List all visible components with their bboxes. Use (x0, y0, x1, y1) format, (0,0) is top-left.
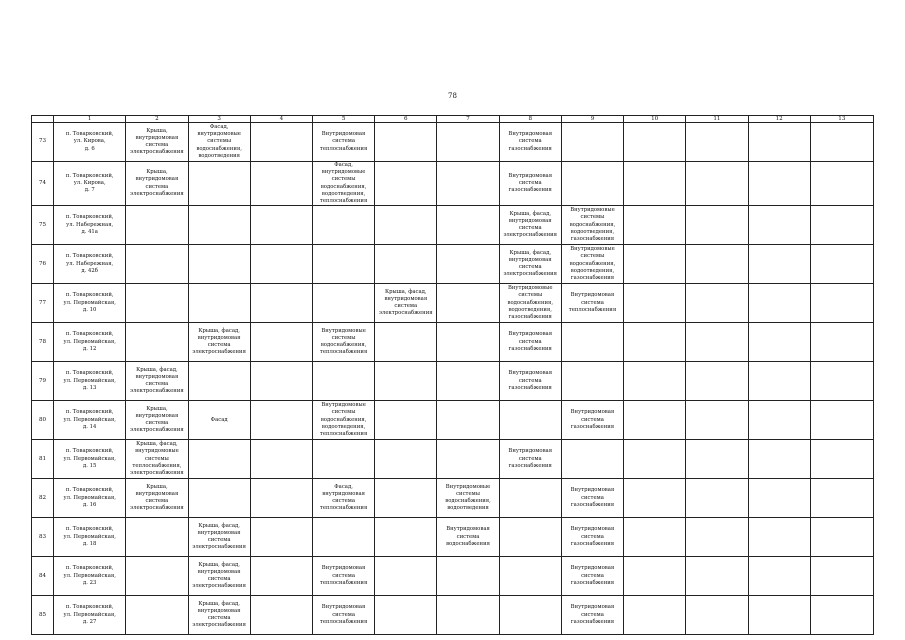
row-number-cell: 75 (32, 206, 54, 245)
work-cell: Фасад, внутридомовая система теплоснабжения (312, 479, 374, 518)
work-cell (437, 596, 499, 635)
work-cell (499, 557, 561, 596)
work-cell: Внутридомовая система теплоснабжения (312, 123, 374, 162)
work-cell (437, 362, 499, 401)
work-cell (250, 440, 312, 479)
work-cell (561, 362, 623, 401)
work-cell (375, 596, 437, 635)
table-row (32, 440, 874, 479)
address-cell: п. Товарковский, ул. Кирова, д. 7 (54, 162, 126, 206)
work-cell (748, 362, 810, 401)
work-cell (437, 162, 499, 206)
work-cell (748, 596, 810, 635)
repair-schedule-table (31, 115, 874, 635)
table-row (32, 206, 874, 245)
work-cell (250, 401, 312, 440)
work-cell (375, 440, 437, 479)
work-cell: Внутридомовая система газоснабжения (561, 557, 623, 596)
work-cell (810, 206, 873, 245)
row-number-cell: 82 (32, 479, 54, 518)
work-cell (561, 123, 623, 162)
column-number-header: 8 (499, 116, 561, 123)
work-cell: Крыша, фасад, внутридомовая система электроснабжения (188, 518, 250, 557)
work-cell (250, 323, 312, 362)
address-cell: п. Товарковский, ул. Первомайская, д. 18 (54, 518, 126, 557)
work-cell (624, 362, 686, 401)
work-cell (437, 557, 499, 596)
work-cell (375, 245, 437, 284)
work-cell (437, 123, 499, 162)
work-cell (188, 362, 250, 401)
work-cell (250, 479, 312, 518)
work-cell (686, 284, 748, 323)
work-cell: Внутридомовая система газоснабжения (561, 518, 623, 557)
row-number-cell: 81 (32, 440, 54, 479)
work-cell: Крыша, внутридомовая система электроснабжения (126, 123, 188, 162)
work-cell (499, 596, 561, 635)
column-number-header: 10 (624, 116, 686, 123)
work-cell (686, 323, 748, 362)
work-cell (375, 123, 437, 162)
column-number-header: 3 (188, 116, 250, 123)
page-number: 78 (448, 92, 457, 100)
work-cell (748, 323, 810, 362)
work-cell (748, 206, 810, 245)
work-cell (375, 206, 437, 245)
work-cell (561, 323, 623, 362)
work-cell (748, 284, 810, 323)
work-cell (250, 206, 312, 245)
work-cell (250, 123, 312, 162)
work-cell (748, 123, 810, 162)
table-row (32, 401, 874, 440)
table-row (32, 284, 874, 323)
work-cell: Крыша, фасад, внутридомовая система электроснабжения (499, 245, 561, 284)
work-cell (810, 323, 873, 362)
work-cell (499, 518, 561, 557)
work-cell (188, 206, 250, 245)
address-cell: п. Товарковский, ул. Набережная, д. 42б (54, 245, 126, 284)
work-cell: Крыша, фасад, внутридомовая система электроснабжения (188, 323, 250, 362)
work-cell (188, 245, 250, 284)
work-cell: Крыша, внутридомовая система электроснабжения (126, 401, 188, 440)
work-cell (624, 557, 686, 596)
column-number-header: 1 (54, 116, 126, 123)
work-cell (250, 162, 312, 206)
work-cell (686, 362, 748, 401)
work-cell: Внутридомовая система теплоснабжения (312, 557, 374, 596)
work-cell: Внутридомовая система газоснабжения (561, 401, 623, 440)
row-number-cell: 83 (32, 518, 54, 557)
work-cell (437, 440, 499, 479)
work-cell (375, 323, 437, 362)
work-cell: Внутридомовая система газоснабжения (499, 440, 561, 479)
work-cell (686, 123, 748, 162)
address-cell: п. Товарковский, ул. Первомайская, д. 15 (54, 440, 126, 479)
work-cell (312, 206, 374, 245)
table-row (32, 245, 874, 284)
work-cell (686, 401, 748, 440)
work-cell (499, 401, 561, 440)
work-cell (126, 206, 188, 245)
work-cell (810, 362, 873, 401)
work-cell (686, 206, 748, 245)
work-cell: Внутридомовая система газоснабжения (561, 596, 623, 635)
address-cell: п. Товарковский, ул. Набережная, д. 41а (54, 206, 126, 245)
work-cell: Внутридомовая система газоснабжения (499, 362, 561, 401)
table-row (32, 123, 874, 162)
work-cell (375, 162, 437, 206)
work-cell: Внутридомовые системы водоснабжения, водоотведения, газоснабжения (499, 284, 561, 323)
column-number-row (32, 116, 874, 123)
work-cell: Внутридомовые системы водоснабжения, теплоснабжения (312, 323, 374, 362)
work-cell: Крыша, внутридомовая система электроснабжения (126, 479, 188, 518)
work-cell (624, 245, 686, 284)
work-cell: Внутридомовая система газоснабжения (499, 323, 561, 362)
column-number-header: 2 (126, 116, 188, 123)
work-cell (437, 206, 499, 245)
work-cell (624, 162, 686, 206)
work-cell (748, 162, 810, 206)
work-cell (312, 440, 374, 479)
work-cell (126, 518, 188, 557)
work-cell (624, 123, 686, 162)
work-cell (126, 284, 188, 323)
work-cell (748, 245, 810, 284)
work-cell (375, 518, 437, 557)
table-row (32, 162, 874, 206)
table-row (32, 518, 874, 557)
work-cell (126, 245, 188, 284)
work-cell (624, 479, 686, 518)
work-cell (810, 401, 873, 440)
work-cell (250, 362, 312, 401)
row-number-cell: 74 (32, 162, 54, 206)
work-cell (810, 518, 873, 557)
work-cell (624, 440, 686, 479)
work-cell (375, 401, 437, 440)
work-cell (624, 596, 686, 635)
work-cell (810, 440, 873, 479)
column-number-header: 4 (250, 116, 312, 123)
address-cell: п. Товарковский, ул. Первомайская, д. 14 (54, 401, 126, 440)
work-cell (810, 596, 873, 635)
address-cell: п. Товарковский, ул. Первомайская, д. 13 (54, 362, 126, 401)
work-cell (375, 557, 437, 596)
column-number-header: 6 (375, 116, 437, 123)
work-cell: Внутридомовые системы водоснабжения, водоотведения, газоснабжения (561, 206, 623, 245)
work-cell: Крыша, фасад, внутридомовая система электроснабжения (375, 284, 437, 323)
work-cell (624, 323, 686, 362)
work-cell (188, 162, 250, 206)
work-cell (748, 401, 810, 440)
work-cell (686, 440, 748, 479)
column-number-header: 5 (312, 116, 374, 123)
address-cell: п. Товарковский, ул. Кирова, д. 6 (54, 123, 126, 162)
work-cell: Внутридомовая система газоснабжения (499, 162, 561, 206)
work-cell (624, 284, 686, 323)
work-cell: Внутридомовая система теплоснабжения (312, 596, 374, 635)
work-cell (312, 518, 374, 557)
work-cell (250, 596, 312, 635)
table-row (32, 557, 874, 596)
row-number-cell: 78 (32, 323, 54, 362)
work-cell (312, 284, 374, 323)
row-number-cell: 77 (32, 284, 54, 323)
work-cell: Фасад, внутридомовые системы водоснабжения, водоотведения, теплоснабжения (312, 162, 374, 206)
work-cell (499, 479, 561, 518)
work-cell: Внутридомовые системы водоснабжения, водоотведения, газоснабжения (561, 245, 623, 284)
address-cell: п. Товарковский, ул. Первомайская, д. 27 (54, 596, 126, 635)
column-number-header: 9 (561, 116, 623, 123)
work-cell: Внутридомовая система газоснабжения (561, 479, 623, 518)
work-cell (250, 245, 312, 284)
work-cell: Крыша, фасад, внутридомовые системы теплоснабжения, электроснабжения (126, 440, 188, 479)
table-row (32, 479, 874, 518)
column-number-header: 13 (810, 116, 873, 123)
work-cell (561, 162, 623, 206)
work-cell: Крыша, фасад, внутридомовая система электроснабжения (126, 362, 188, 401)
column-number-header: 11 (686, 116, 748, 123)
table-row (32, 596, 874, 635)
row-number-cell: 85 (32, 596, 54, 635)
work-cell (686, 479, 748, 518)
work-cell (126, 557, 188, 596)
work-cell: Крыша, фасад, внутридомовая система электроснабжения (188, 596, 250, 635)
row-number-cell: 76 (32, 245, 54, 284)
work-cell (748, 518, 810, 557)
header-corner-cell (32, 116, 54, 123)
address-cell: п. Товарковский, ул. Первомайская, д. 12 (54, 323, 126, 362)
work-cell (624, 206, 686, 245)
table-row (32, 323, 874, 362)
work-cell: Внутридомовые системы водоснабжения, водоотведения, теплоснабжения (312, 401, 374, 440)
row-number-cell: 84 (32, 557, 54, 596)
work-cell (250, 518, 312, 557)
work-cell (312, 362, 374, 401)
work-cell (686, 596, 748, 635)
row-number-cell: 73 (32, 123, 54, 162)
work-cell (748, 557, 810, 596)
work-cell (810, 557, 873, 596)
work-cell (188, 284, 250, 323)
work-cell (250, 284, 312, 323)
work-cell (188, 440, 250, 479)
row-number-cell: 79 (32, 362, 54, 401)
work-cell: Внутридомовые системы водоснабжения, водоотведения (437, 479, 499, 518)
column-number-header: 7 (437, 116, 499, 123)
work-cell: Фасад, внутридомовые системы водоснабжения, водоотведения (188, 123, 250, 162)
work-cell (375, 362, 437, 401)
work-cell (748, 440, 810, 479)
row-number-cell: 80 (32, 401, 54, 440)
work-cell (810, 284, 873, 323)
address-cell: п. Товарковский, ул. Первомайская, д. 23 (54, 557, 126, 596)
work-cell (437, 401, 499, 440)
column-number-header: 12 (748, 116, 810, 123)
work-cell (126, 323, 188, 362)
work-cell (810, 123, 873, 162)
work-cell (250, 557, 312, 596)
work-cell: Внутридомовая система водоснабжения (437, 518, 499, 557)
work-cell (686, 162, 748, 206)
work-cell (126, 596, 188, 635)
work-cell (375, 479, 437, 518)
work-cell: Фасад (188, 401, 250, 440)
work-cell (188, 479, 250, 518)
work-cell (748, 479, 810, 518)
work-cell: Крыша, фасад, внутридомовая система электроснабжения (188, 557, 250, 596)
work-cell (437, 284, 499, 323)
work-cell: Внутридомовая система теплоснабжения (561, 284, 623, 323)
work-cell: Крыша, фасад, внутридомовая система электроснабжения (499, 206, 561, 245)
work-cell: Крыша, внутридомовая система электроснабжения (126, 162, 188, 206)
table-row (32, 362, 874, 401)
work-cell (686, 557, 748, 596)
work-cell (810, 479, 873, 518)
work-cell (561, 440, 623, 479)
work-cell (686, 245, 748, 284)
work-cell (624, 518, 686, 557)
address-cell: п. Товарковский, ул. Первомайская, д. 16 (54, 479, 126, 518)
work-cell (810, 245, 873, 284)
work-cell: Внутридомовая система газоснабжения (499, 123, 561, 162)
work-cell (810, 162, 873, 206)
work-cell (437, 245, 499, 284)
work-cell (686, 518, 748, 557)
work-cell (312, 245, 374, 284)
work-cell (624, 401, 686, 440)
work-cell (437, 323, 499, 362)
address-cell: п. Товарковский, ул. Первомайская, д. 10 (54, 284, 126, 323)
